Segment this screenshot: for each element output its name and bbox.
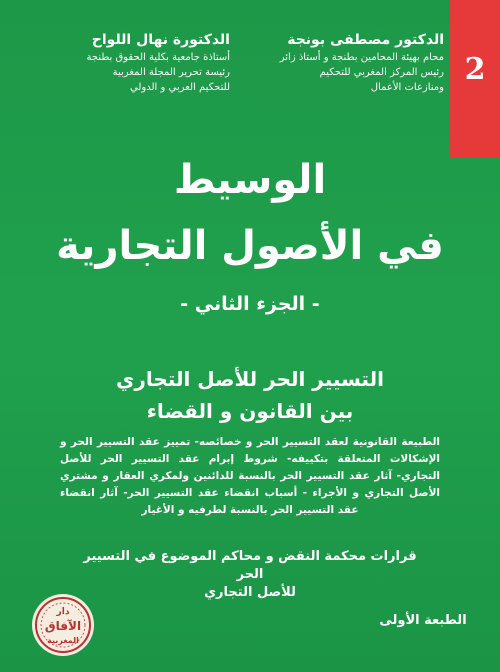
book-part: - الجزء الثاني - bbox=[180, 293, 320, 315]
author-left-name: الدكتورة نهال اللواح bbox=[91, 32, 230, 48]
author-left-line: أستاذة جامعية بكلية الحقوق بطنجة bbox=[86, 52, 230, 63]
author-right-line: محام بهيئة المحامين بطنجة و أستاذ زائر bbox=[279, 52, 444, 63]
author-left-line: للتحكيم العربي و الدولي bbox=[130, 82, 230, 93]
subtitle-line-1: التسيير الحر للأصل التجاري bbox=[116, 367, 384, 391]
volume-number: 2 bbox=[464, 52, 486, 87]
subtitle-line-2: بين القانون و القضاء bbox=[146, 399, 354, 423]
rulings-line-2: للأصل التجاري bbox=[204, 585, 296, 600]
author-right-name: الدكتور مصطفى بونجة bbox=[287, 32, 444, 48]
rulings-line-1: قرارات محكمة النقض و محاكم الموضوع في التسيير الحر bbox=[83, 549, 417, 582]
topics-summary: الطبيعة القانونية لعقد التسيير الحر و خصائصه- تمييز عقد التسيير الحر و الإشكالات المتعلقة بتكييفه- شروط إبرام عقد التسيير الحر للأصل التجاري- آثار عقد التسيير الحر بالنسبة للدائنين ولمكري العقار و مشتري الأصل التجاري و الأجراء - أسباب انقضاء عقد التسيير الحر- آثار انقضاء عقد التسيير الحر بالنسبة لطرفيه و الأغيار bbox=[60, 436, 440, 516]
author-left bbox=[38, 30, 230, 95]
book-title-line-2: في الأصول التجارية bbox=[56, 223, 444, 269]
edition-label: الطبعة الأولى bbox=[379, 613, 467, 628]
seal-middle-text: الآفاق bbox=[44, 619, 82, 633]
author-right-line: ومنازعات الأعمال bbox=[370, 82, 444, 93]
publisher-seal-logo bbox=[30, 592, 96, 658]
seal-top-text: دار bbox=[56, 607, 70, 617]
seal-bottom-text: المغربية bbox=[47, 636, 79, 645]
author-left-line: رئيسة تحرير المجلة المغربية bbox=[112, 67, 230, 78]
rulings-note bbox=[70, 548, 430, 602]
book-title-line-1: الوسيط bbox=[173, 157, 327, 203]
author-right bbox=[262, 30, 444, 95]
author-right-line: رئيس المركز المغربي للتحكيم bbox=[319, 67, 444, 78]
